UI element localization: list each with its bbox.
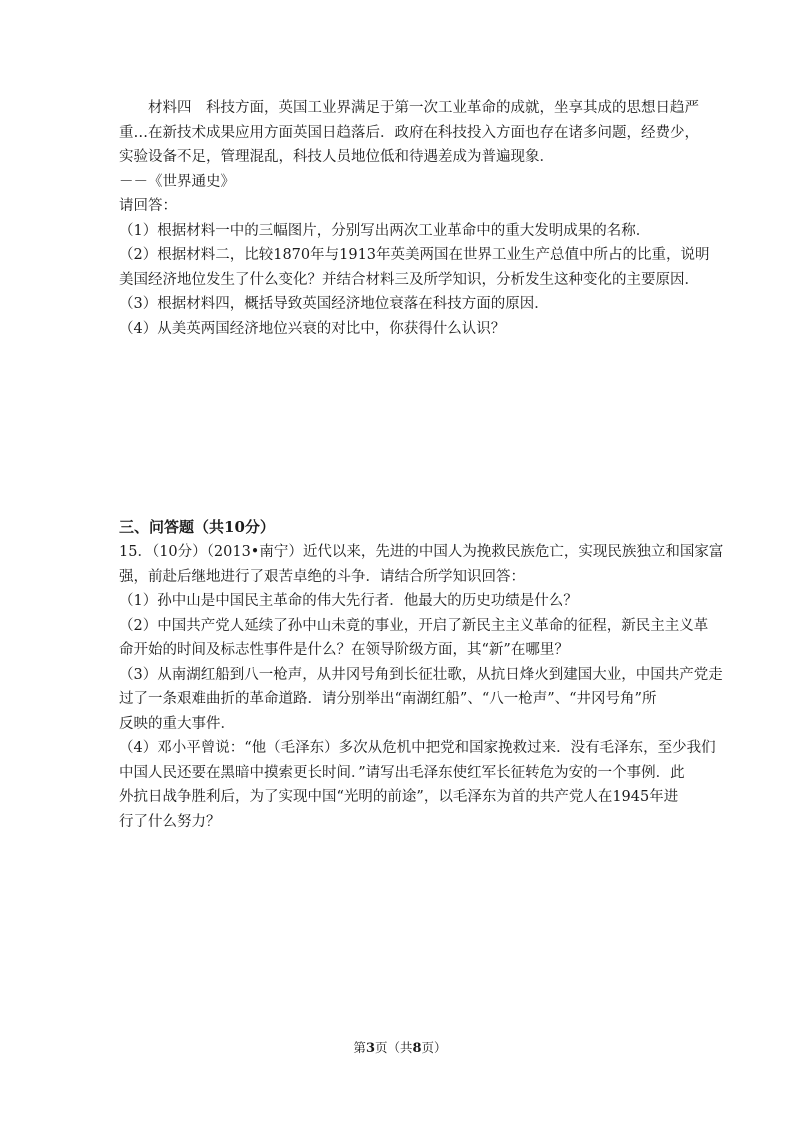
material-four	[119, 96, 699, 194]
question-15	[119, 540, 724, 834]
q15-line-7: 过了一条艰难曲折的革命道路．请分别举出“南湖红船”、“八一枪声”、“井冈号角”所	[119, 691, 657, 707]
footer-prefix: 第	[353, 1040, 366, 1055]
q15-line-4: （2）中国共产党人延续了孙中山未竟的事业，开启了新民主主义革命的征程，新民主主义革	[119, 617, 709, 634]
answer-prompt: 请回答：	[119, 198, 177, 214]
material-four-line-1: 材料四 科技方面，英国工业界满足于第一次工业革命的成就，坐享其成的思想日趋严	[148, 100, 699, 116]
footer-total-pages: 8	[412, 1041, 422, 1056]
q15-line-10: 中国人民还要在黑暗中摸索更长时间．”请写出毛泽东使红军长征转危为安的一个事例．此	[119, 764, 685, 781]
q15-line-8: 反映的重大事件．	[119, 715, 235, 732]
q15-line-3: （1）孙中山是中国民主革命的伟大先行者．他最大的历史功绩是什么？	[119, 593, 578, 609]
q14-part-1: （1）根据材料一中的三幅图片，分别写出两次工业革命中的重大发明成果的名称．	[119, 222, 651, 239]
q15-line-12: 行了什么努力？	[119, 813, 221, 830]
q15-line-11: 外抗日战争胜利后，为了实现中国“光明的前途”，以毛泽东为首的共产党人在1945年进	[119, 789, 679, 805]
footer-middle: 页（共	[374, 1040, 413, 1055]
q14-part-2-line-2: 美国经济地位发生了什么变化？并结合材料三及所学知识，分析发生这种变化的主要原因．	[119, 271, 699, 288]
material-four-line-3: 实验设备不足，管理混乱，科技人员地位低和待遇差成为普遍现象．	[119, 149, 554, 165]
question-14-parts	[119, 194, 710, 341]
q14-part-3: （3）根据材料四，概括导致英国经济地位衰落在科技方面的原因．	[119, 296, 549, 312]
material-four-source: －－《世界通史》	[119, 173, 235, 190]
q15-line-9: （4）邓小平曾说：“他（毛泽东）多次从危机中把党和国家挽救过来．没有毛泽东，至少我们	[119, 740, 716, 756]
section-three-heading: 三、问答题（共10分）	[119, 518, 275, 536]
footer-suffix: 页）	[421, 1040, 447, 1055]
q14-part-2-line-1: （2）根据材料二，比较1870年与1913年英美两国在世界工业生产总值中所占的比重，说明	[119, 247, 710, 263]
q15-line-6: （3）从南湖红船到八一枪声，从井冈号角到长征壮歌，从抗日烽火到建国大业，中国共产党走	[119, 666, 723, 683]
q15-line-2: 强，前赴后继地进行了艰苦卓绝的斗争．请结合所学知识回答：	[119, 568, 525, 585]
q14-part-4: （4）从美英两国经济地位兴衰的对比中，你获得什么认识？	[119, 320, 506, 337]
q15-line-5: 命开始的时间及标志性事件是什么？在领导阶级方面，其“新”在哪里？	[119, 642, 569, 658]
material-four-line-2: 重…在新技术成果应用方面英国日趋落后．政府在科技投入方面也存在诸多问题，经费少，	[119, 124, 699, 141]
q15-line-1: 15．（10分）（2013•南宁）近代以来，先进的中国人为挽救民族危亡，实现民族独立和国家富	[119, 544, 724, 560]
page-footer	[0, 1038, 800, 1056]
footer-page-number: 3	[365, 1041, 375, 1056]
